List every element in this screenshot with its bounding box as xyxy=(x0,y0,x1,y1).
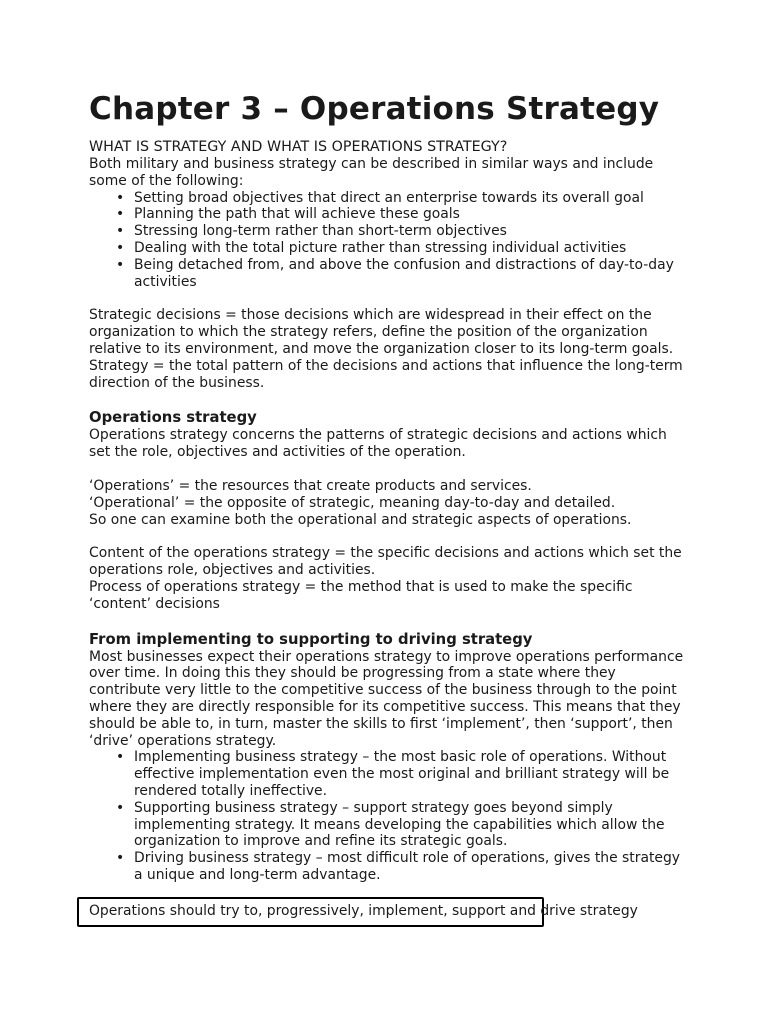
chapter-title: Chapter 3 – Operations Strategy xyxy=(89,91,660,127)
section-heading-implementing-supporting-driving: From implementing to supporting to driving strategy xyxy=(89,630,533,648)
paragraph-operations-strategy: Operations strategy concerns the patterns of strategic decisions and actions which set the role, objectives and activities of the operation. xyxy=(89,427,667,461)
spacer xyxy=(89,613,689,630)
section-heading-operations-strategy: Operations strategy xyxy=(89,409,257,427)
paragraph-process-definition: Process of operations strategy = the method that is used to make the specific ‘content’ decisions xyxy=(89,578,633,612)
line-operational-definition: ‘Operational’ = the opposite of strategic, meaning day-to-day and detailed. xyxy=(89,494,616,511)
spacer xyxy=(89,290,689,307)
spacer xyxy=(89,461,689,478)
line-examine-aspects: So one can examine both the operational and strategic aspects of operations. xyxy=(89,511,632,528)
list-item: • Driving business strategy – most difficult role of operations, gives the strategy a unique and long-term advantage. xyxy=(134,850,689,884)
line-operations-definition: ‘Operations’ = the resources that create products and services. xyxy=(89,477,532,494)
roles-list xyxy=(89,749,689,883)
paragraph-strategy-definition: Strategy = the total pattern of the decisions and actions that influence the long-term direction of the business. xyxy=(89,357,683,391)
spacer xyxy=(89,391,689,408)
paragraph-content-definition: Content of the operations strategy = the specific decisions and actions which set the operations role, objectives and activities. xyxy=(89,545,682,579)
list-item: • Planning the path that will achieve these goals xyxy=(134,206,689,223)
list-item: • Stressing long-term rather than short-term objectives xyxy=(134,223,689,240)
callout-text: Operations should try to, progressively, implement, support and drive strategy xyxy=(89,903,638,919)
spacer xyxy=(89,528,689,545)
section-heading-what-is-strategy: WHAT IS STRATEGY AND WHAT IS OPERATIONS STRATEGY? xyxy=(89,139,508,155)
list-item: • Dealing with the total picture rather than stressing individual activities xyxy=(134,240,689,257)
list-item: • Supporting business strategy – support strategy goes beyond simply implementing strategy. It means developing the capabilities which allow the organization to improve and refine its strategic goals. xyxy=(134,800,689,850)
paragraph-progression: Most businesses expect their operations strategy to improve operations performance over time. In doing this they should be progressing from a state where they contribute very little to the competitive success of the business through to the point where they are directly responsible for its competitive success. This means that they should be able to, in turn, master the skills to first ‘implement’, then ‘support’, then ‘drive’ operations strategy. xyxy=(89,648,684,749)
document-content xyxy=(89,88,689,884)
paragraph-strategic-decisions: Strategic decisions = those decisions which are widespread in their effect on the organization to which the strategy refers, define the position of the organization relative to its environment, and move the organization closer to its long-term goals. xyxy=(89,307,674,357)
strategy-characteristics-list xyxy=(89,190,689,291)
list-item: • Setting broad objectives that direct an enterprise towards its overall goal xyxy=(134,190,689,207)
list-item: • Being detached from, and above the confusion and distractions of day-to-day activities xyxy=(134,257,689,291)
list-item: • Implementing business strategy – the most basic role of operations. Without effective implementation even the most original and brilliant strategy will be rendered totally ineffective. xyxy=(134,749,689,799)
paragraph-intro: Both military and business strategy can be described in similar ways and include some of the following: xyxy=(89,156,654,189)
